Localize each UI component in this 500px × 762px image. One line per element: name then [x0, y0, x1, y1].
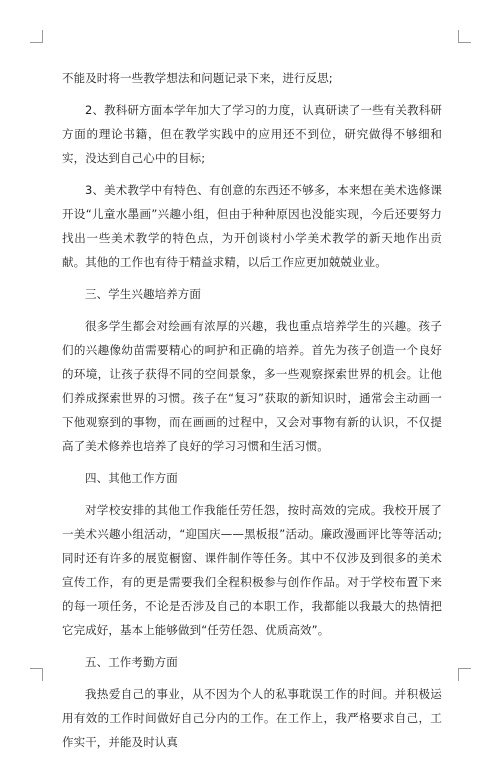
- paragraph-teaching-research: 2、教科研方面本学年加大了学习的力度，认真研读了一些有关教科研方面的理论书籍，但在教学实践中的应用还不到位，研究做得不够细和实，没达到自己心中的目标;: [62, 103, 442, 165]
- paragraph-continuation: 不能及时将一些教学想法和问题记录下来，进行反思;: [62, 71, 333, 85]
- paragraph-other-work: 对学校安排的其他工作我能任劳任怨，按时高效的完成。我校开展了一美术兴趣小组活动，“迎国庆——黑板报”活动。廉政漫画评比等等活动;同时还有许多的展览橱窗、课件制作等任务。其中不仅涉及到很多的美术宣传工作，有的更是需要我们全程积极参与创作作品。对于学校布置下来的每一项任务，不论是否涉及自己的本职工作，我都能以我最大的热情把它完成好，基本上能够做到“任劳任怨、优质高效”。: [62, 503, 442, 637]
- crop-mark-bottom-right: [458, 668, 471, 681]
- paragraph-student-interest: 很多学生都会对绘画有浓厚的兴趣，我也重点培养学生的兴趣。孩子们的兴趣像幼苗需要精心的呵护和正确的培养。首先为孩子创造一个良好的环境，让孩子获得不同的空间景象，多一些观察探索世界的机会。让他们养成探索世界的习惯。孩子在“复习”获取的新知识时，通常会主动画一下他观察到的事物，而在画画的过程中，又会对事物有新的认识，不仅提高了美术修养也培养了良好的学习习惯和生活习惯。: [62, 319, 442, 453]
- crop-mark-top-right: [458, 30, 471, 43]
- crop-mark-top-left: [30, 30, 43, 43]
- document-body: [62, 66, 442, 762]
- crop-mark-bottom-left: [30, 668, 43, 681]
- section-heading-attendance: 五、工作考勤方面: [85, 655, 178, 669]
- section-heading-other-work: 四、其他工作方面: [85, 471, 178, 485]
- section-heading-student-interest: 三、学生兴趣培养方面: [85, 287, 201, 301]
- paragraph-art-features: 3、美术教学中有特色、有创意的东西还不够多，本来想在美术选修课开设“儿童水墨画”兴趣小组，但由于种种原因也没能实现，今后还要努力找出一些美术教学的特色点，为开创谈村小学美术教学的新天地作出贡献。其他的工作也有待于精益求精，以后工作应更加兢兢业业。: [62, 183, 442, 269]
- paragraph-attendance: 我热爱自己的事业，从不因为个人的私事耽误工作的时间。并积极运用有效的工作时间做好自己分内的工作。在工作上，我严格要求自己，工作实干，并能及时认真: [62, 687, 442, 749]
